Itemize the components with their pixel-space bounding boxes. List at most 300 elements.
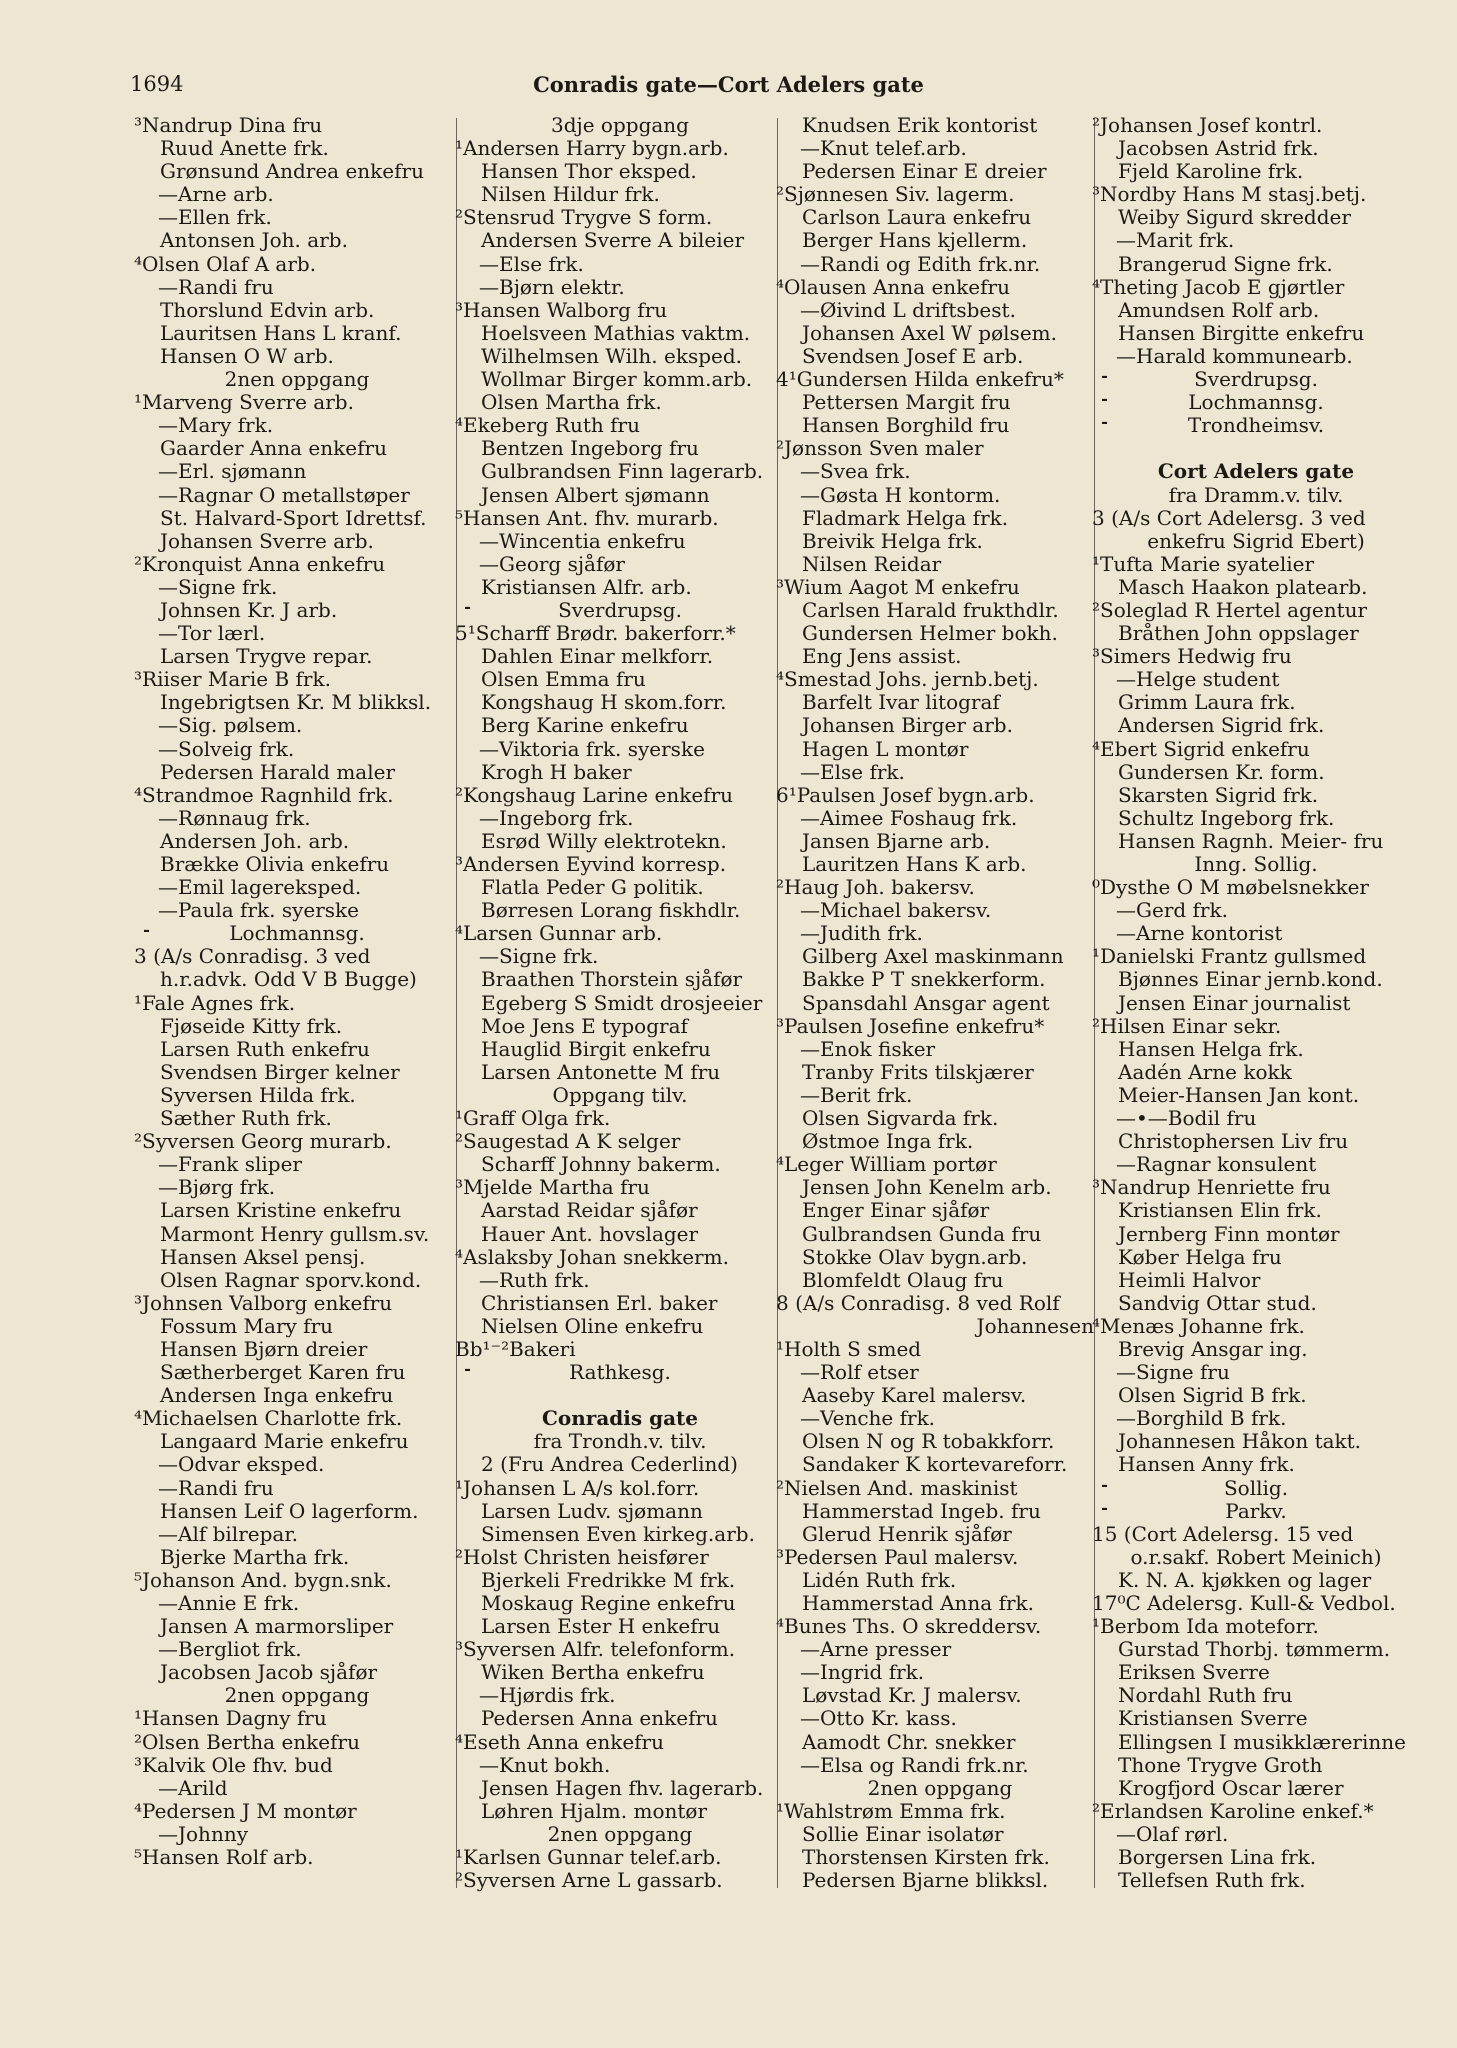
household-member-entry: —Enok fisker xyxy=(800,1037,936,1061)
directory-entry: ²Olsen Bertha enkefru xyxy=(134,1730,360,1754)
household-member-entry: —Arne presser xyxy=(800,1638,952,1662)
household-member-entry: —Arne arb. xyxy=(158,183,274,207)
directory-entry: Grimm Laura frk. xyxy=(1118,691,1296,715)
household-member-entry: —Signe frk. xyxy=(479,945,599,969)
directory-entry: Braathen Thorstein sjåfør xyxy=(481,968,743,992)
directory-entry: Andersen Sverre A bileier xyxy=(481,229,745,253)
directory-entry: ²Stensrud Trygve S form. xyxy=(455,206,713,230)
household-member-entry: —Aimee Foshaug frk. xyxy=(800,806,1018,830)
directory-entry: ¹Marveng Sverre arb. xyxy=(134,391,354,415)
directory-entry: Sollie Einar isolatør xyxy=(802,1822,1004,1846)
household-member-entry: —Bergliot frk. xyxy=(158,1638,302,1662)
directory-entry: ²Sjønnesen Siv. lagerm. xyxy=(776,183,1015,207)
directory-entry: ²Soleglad R Hertel agentur xyxy=(1092,598,1368,622)
directory-entry: Hagen L montør xyxy=(802,737,969,761)
directory-entry: ⁴Eseth Anna enkefru xyxy=(455,1730,664,1754)
directory-entry: ⁴Bunes Ths. O skreddersv. xyxy=(776,1615,1042,1639)
household-member-entry: —Tor lærl. xyxy=(158,622,266,646)
directory-entry: Larsen Antonette M fru xyxy=(481,1060,721,1084)
directory-entry: Simensen Even kirkeg.arb. xyxy=(481,1522,755,1546)
directory-entry: ¹Tufta Marie syatelier xyxy=(1092,552,1315,576)
directory-entry: Aadén Arne kokk xyxy=(1118,1060,1292,1084)
directory-entry: Hansen Anny frk. xyxy=(1118,1453,1295,1477)
directory-entry: Dahlen Einar melkforr. xyxy=(481,645,714,669)
household-member-entry: —Bjørg frk. xyxy=(158,1176,276,1200)
household-member-entry: —Sig. pølsem. xyxy=(158,714,303,738)
household-member-entry: —Randi fru xyxy=(158,1476,274,1500)
directory-entry: Hansen Bjørn dreier xyxy=(160,1337,368,1361)
directory-entry: Hansen Birgitte enkefru xyxy=(1118,321,1365,345)
directory-entry: Enger Einar sjåfør xyxy=(802,1199,990,1223)
spacer xyxy=(465,1384,775,1407)
directory-entry: Hansen Helga frk. xyxy=(1118,1037,1304,1061)
cross-street-marker: + Rathkesg. xyxy=(465,1361,775,1384)
directory-entry: Hansen Aksel pensj. xyxy=(160,1245,366,1269)
directory-entry: Hansen Leif O lagerform. xyxy=(160,1499,419,1523)
directory-entry: ³Wium Aagot M enkefru xyxy=(776,575,1020,599)
directory-entry: Andersen Sigrid frk. xyxy=(1118,714,1325,738)
household-member-entry: —Ingrid frk. xyxy=(800,1661,925,1685)
household-member-entry: —Arne kontorist xyxy=(1116,922,1283,946)
household-member-entry: —Johnny xyxy=(158,1822,248,1846)
directory-entry: ³Hansen Walborg fru xyxy=(455,298,668,322)
directory-entry: Christophersen Liv fru xyxy=(1118,1130,1349,1154)
directory-entry: Pedersen Harald maler xyxy=(160,760,396,784)
directory-entry: Kristiansen Alfr. arb. xyxy=(481,575,692,599)
cross-street-marker: + Lochmannsg. xyxy=(144,922,450,945)
directory-entry: Olsen N og R tobakkforr. xyxy=(802,1430,1055,1454)
directory-entry: Jernberg Finn montør xyxy=(1118,1222,1340,1246)
directory-entry: Johansen Birger arb. xyxy=(802,714,1013,738)
household-member-entry: —Emil lagereksped. xyxy=(158,876,362,900)
household-member-entry: —Signe frk. xyxy=(158,575,278,599)
directory-entry: Thorslund Edvin arb. xyxy=(160,298,375,322)
directory-column-4 xyxy=(1092,114,1410,1893)
directory-entry: Wiken Bertha enkefru xyxy=(481,1661,705,1685)
directory-entry: Hoelsveen Mathias vaktm. xyxy=(481,321,751,345)
directory-entry: Ruud Anette frk. xyxy=(160,137,329,161)
directory-entry: Gurstad Thorbj. tømmerm. xyxy=(1118,1638,1391,1662)
directory-entry: Pedersen Bjarne blikksl. xyxy=(802,1869,1049,1893)
directory-entry: Masch Haakon platearb. xyxy=(1118,575,1368,599)
directory-entry: ³Syversen Alfr. telefonform. xyxy=(455,1638,736,1662)
directory-entry: ¹Hansen Dagny fru xyxy=(134,1707,327,1731)
directory-entry: ³Nordby Hans M stasj.betj. xyxy=(1092,183,1367,207)
directory-entry: Marmont Henry gullsm.sv. xyxy=(160,1222,430,1246)
street-heading: Conradis gate xyxy=(541,1407,698,1431)
directory-entry: Jansen Bjarne arb. xyxy=(802,829,991,853)
directory-entry: Jensen John Kenelm arb. xyxy=(802,1176,1052,1200)
household-member-entry: —Elsa og Randi frk.nr. xyxy=(800,1753,1029,1777)
directory-entry: Bb¹⁻²Bakeri xyxy=(455,1337,576,1361)
directory-entry: Olsen Sigvarda frk. xyxy=(802,1107,999,1131)
household-member-entry: —Gerd frk. xyxy=(1116,899,1228,923)
directory-entry: Nielsen Oline enkefru xyxy=(481,1314,704,1338)
directory-entry: Fossum Mary fru xyxy=(160,1314,334,1338)
directory-entry: Bentzen Ingeborg fru xyxy=(481,437,699,461)
directory-entry: ²Haug Joh. bakersv. xyxy=(776,876,975,900)
directory-entry: Jansen A marmorsliper xyxy=(160,1615,394,1639)
directory-entry: ¹Johansen L A/s kol.forr. xyxy=(455,1476,700,1500)
household-member-entry: —Ingeborg frk. xyxy=(479,806,634,830)
directory-entry: ³Andersen Eyvind korresp. xyxy=(455,853,727,876)
directory-entry: ⁴Olausen Anna enkefru xyxy=(776,275,1010,299)
street-heading: Cort Adelers gate xyxy=(1157,460,1355,484)
household-member-entry: —Odvar eksped. xyxy=(158,1453,325,1477)
directory-entry: Hammerstad Ingeb. fru xyxy=(802,1499,1041,1523)
directory-entry: Børresen Lorang fiskhdlr. xyxy=(481,899,741,923)
household-member-entry: —Annie E frk. xyxy=(158,1592,300,1615)
directory-entry: 8 (A/s Conradisg. 8 ved Rolf xyxy=(776,1291,1060,1315)
directory-entry: ⁴Strandmoe Ragnhild frk. xyxy=(134,783,394,807)
household-member-entry: —Borghild B frk. xyxy=(1116,1407,1287,1431)
directory-entry: ¹Danielski Frantz gullsmed xyxy=(1092,945,1367,969)
household-member-entry: —Marit frk. xyxy=(1116,229,1235,253)
directory-entry: Olsen Sigrid B frk. xyxy=(1118,1384,1307,1408)
directory-entry: ²Kongshaug Larine enkefru xyxy=(455,783,734,807)
section-label: 2nen oppgang xyxy=(547,1822,693,1846)
directory-entry: Nordahl Ruth fru xyxy=(1118,1684,1293,1708)
directory-entry: Schultz Ingeborg frk. xyxy=(1118,806,1335,830)
directory-entry: Antonsen Joh. arb. xyxy=(160,229,348,253)
household-member-entry: —Olaf rørl. xyxy=(1116,1822,1229,1846)
directory-entry: ⁴Larsen Gunnar arb. xyxy=(455,922,663,946)
directory-entry: Amundsen Rolf arb. xyxy=(1118,298,1320,322)
directory-entry: Kristiansen Elin frk. xyxy=(1118,1199,1322,1223)
directory-entry: K. N. A. kjøkken og lager xyxy=(1118,1568,1372,1592)
directory-entry: 15 (Cort Adelersg. 15 ved xyxy=(1092,1522,1354,1546)
directory-entry: Flatla Peder G politik. xyxy=(481,876,704,900)
directory-entry: Olsen Martha frk. xyxy=(481,391,662,415)
directory-entry: ⁵Hansen Ant. fhv. murarb. xyxy=(455,506,719,530)
directory-entry: Borgersen Lina frk. xyxy=(1118,1846,1317,1870)
directory-entry: Pettersen Margit fru xyxy=(802,391,1011,415)
section-label: Oppgang tilv. xyxy=(552,1083,688,1107)
page-number: 1694 xyxy=(130,72,184,96)
directory-entry: ³Simers Hedwig fru xyxy=(1092,645,1292,669)
directory-entry: 5¹Scharff Brødr. bakerforr.* xyxy=(455,622,736,646)
directory-entry: St. Halvard-Sport Idrettsf. xyxy=(160,506,427,530)
household-member-entry: —Viktoria frk. syerske xyxy=(479,737,705,761)
cross-street-marker: + Sverdrupsg. xyxy=(1102,368,1410,391)
directory-entry: ³Kalvik Ole fhv. bud xyxy=(134,1753,333,1777)
section-label: 2nen oppgang xyxy=(224,1684,370,1708)
household-member-entry: —•—Bodil fru xyxy=(1116,1107,1257,1131)
directory-entry: Berger Hans kjellerm. xyxy=(802,229,1028,253)
household-member-entry: —Randi og Edith frk.nr. xyxy=(800,252,1041,276)
household-member-entry: —Else frk. xyxy=(479,252,584,276)
directory-entry: 2 (Fru Andrea Cederlind) xyxy=(481,1453,738,1477)
directory-entry: Gulbrandsen Gunda fru xyxy=(802,1222,1042,1246)
directory-entry: Bråthen John oppslager xyxy=(1118,622,1359,646)
directory-entry: Sæther Ruth frk. xyxy=(160,1107,332,1131)
directory-entry: ⁴Ekeberg Ruth fru xyxy=(455,414,640,438)
cross-street-marker: + Parkv. xyxy=(1102,1500,1410,1523)
section-label: 2nen oppgang xyxy=(224,368,370,392)
directory-entry: Jensen Hagen fhv. lagerarb. xyxy=(481,1776,764,1800)
directory-entry: Pedersen Anna enkefru xyxy=(481,1707,718,1731)
directory-entry: Hauglid Birgit enkefru xyxy=(481,1037,711,1061)
directory-entry: Løhren Hjalm. montør xyxy=(481,1799,708,1823)
directory-entry: ³Johnsen Valborg enkefru xyxy=(134,1291,393,1315)
directory-entry: ¹Holth S smed xyxy=(776,1337,922,1361)
directory-entry: ⁴Leger William portør xyxy=(776,1153,997,1177)
directory-entry: 3 (A/s Conradisg. 3 ved xyxy=(134,945,371,969)
directory-entry: ³Pedersen Paul malersv. xyxy=(776,1545,1019,1569)
household-member-entry: —Knut telef.arb. xyxy=(800,137,967,161)
directory-entry: Hansen Borghild fru xyxy=(802,414,1010,438)
directory-entry: Egeberg S Smidt drosjeeier xyxy=(481,991,763,1015)
directory-entry: Glerud Henrik sjåfør xyxy=(802,1522,1012,1546)
directory-entry: Gaarder Anna enkefru xyxy=(160,437,387,461)
directory-entry: ⁴Smestad Johs. jernb.betj. xyxy=(776,668,1039,692)
directory-entry: Bakke P T snekkerform. xyxy=(802,968,1046,992)
directory-entry: ¹Fale Agnes frk. xyxy=(134,991,296,1015)
directory-entry: Scharff Johnny bakerm. xyxy=(481,1153,721,1177)
directory-entry: Sandaker K kortevareforr. xyxy=(802,1453,1068,1477)
directory-entry: Larsen Trygve repar. xyxy=(160,645,373,669)
directory-entry: Fladmark Helga frk. xyxy=(802,506,1009,530)
directory-entry: Brække Olivia enkefru xyxy=(160,853,390,876)
section-label: fra Dramm.v. tilv. xyxy=(1168,483,1344,507)
directory-entry: Jensen Einar journalist xyxy=(1118,991,1351,1015)
household-member-entry: —Else frk. xyxy=(800,760,905,784)
household-member-entry: —Øivind L driftsbest. xyxy=(800,298,1016,322)
page-title: Conradis gate—Cort Adelers gate xyxy=(533,72,924,97)
directory-entry: ¹Wahlstrøm Emma frk. xyxy=(776,1799,1006,1823)
household-member-entry: —Signe fru xyxy=(1116,1361,1230,1385)
directory-entry: Larsen Ruth enkefru xyxy=(160,1037,370,1061)
directory-entry: 4¹Gundersen Hilda enkefru* xyxy=(776,368,1064,392)
household-member-entry: —Georg sjåfør xyxy=(479,552,625,576)
section-label: fra Trondh.v. tilv. xyxy=(533,1430,707,1454)
directory-entry: Weiby Sigurd skredder xyxy=(1118,206,1351,230)
section-label: 3dje oppgang xyxy=(551,114,689,137)
directory-entry: Jensen Albert sjømann xyxy=(481,483,710,507)
directory-entry: ²Holst Christen heisfører xyxy=(455,1545,709,1569)
directory-entry: Kongshaug H skom.forr. xyxy=(481,691,727,715)
directory-entry: Gilberg Axel maskinmann xyxy=(802,945,1064,969)
directory-entry: Larsen Ester H enkefru xyxy=(481,1615,721,1639)
household-member-entry: —Hjørdis frk. xyxy=(479,1684,616,1708)
directory-entry: Sætherberget Karen fru xyxy=(160,1361,406,1385)
household-member-entry: —Rolf etser xyxy=(800,1361,919,1385)
directory-entry: ³Nandrup Henriette fru xyxy=(1092,1176,1331,1200)
directory-entry: Tellefsen Ruth frk. xyxy=(1118,1869,1306,1893)
directory-entry: Esrød Willy elektrotekn. xyxy=(481,829,727,853)
directory-entry: Skarsten Sigrid frk. xyxy=(1118,783,1319,807)
household-member-entry: —Arild xyxy=(158,1776,228,1800)
directory-entry: ⁴Theting Jacob E gjørtler xyxy=(1092,275,1345,299)
household-member-entry: —Ragnar konsulent xyxy=(1116,1153,1317,1177)
household-member-entry: —Ragnar O metallstøper xyxy=(158,483,410,507)
directory-entry: Larsen Ludv. sjømann xyxy=(481,1499,703,1523)
directory-entry: Stokke Olav bygn.arb. xyxy=(802,1245,1028,1269)
directory-entry: Krogfjord Oscar lærer xyxy=(1118,1776,1344,1800)
directory-entry: Hammerstad Anna frk. xyxy=(802,1592,1035,1615)
directory-entry: ⁴Olsen Olaf A arb. xyxy=(134,252,317,276)
directory-entry: Sandvig Ottar stud. xyxy=(1118,1291,1317,1315)
household-member-entry: —Gøsta H kontorm. xyxy=(800,483,1001,507)
directory-entry: Bjønnes Einar jernb.kond. xyxy=(1118,968,1383,992)
directory-entry: ²Erlandsen Karoline enkef.* xyxy=(1092,1799,1374,1823)
directory-entry: Larsen Kristine enkefru xyxy=(160,1199,402,1223)
directory-entry: Langaard Marie enkefru xyxy=(160,1430,409,1454)
directory-entry: ⁵Hansen Rolf arb. xyxy=(134,1846,314,1870)
directory-entry: 17⁰C Adelersg. Kull-& Vedbol. xyxy=(1092,1592,1396,1615)
directory-entry: Brangerud Signe frk. xyxy=(1118,252,1333,276)
directory-entry: ¹Karlsen Gunnar telef.arb. xyxy=(455,1846,722,1870)
household-member-entry: —Mary frk. xyxy=(158,414,274,438)
directory-entry: Carlsen Harald frukthdlr. xyxy=(802,598,1059,622)
directory-entry: Moe Jens E typograf xyxy=(481,1014,688,1038)
section-label: o.r.sakf. Robert Meinich) xyxy=(1130,1545,1382,1569)
household-member-entry: —Alf bilrepar. xyxy=(158,1522,299,1546)
directory-entry: ²Syversen Georg murarb. xyxy=(134,1130,392,1154)
directory-entry: Tranby Frits tilskjærer xyxy=(802,1060,1034,1084)
household-member-entry: —Ellen frk. xyxy=(158,206,272,230)
household-member-entry: —Frank sliper xyxy=(158,1153,302,1177)
household-member-entry: —Venche frk. xyxy=(800,1407,936,1431)
directory-entry: Lidén Ruth frk. xyxy=(802,1568,957,1592)
household-member-entry: —Helge student xyxy=(1116,668,1280,692)
directory-entry: ⁴Aslaksby Johan snekkerm. xyxy=(455,1245,729,1269)
directory-entry: Hansen O W arb. xyxy=(160,344,334,368)
directory-entry: ⁰Dysthe O M møbelsnekker xyxy=(1092,876,1369,900)
directory-entry: Svendsen Birger kelner xyxy=(160,1060,400,1084)
directory-entry: Barfelt Ivar litograf xyxy=(802,691,1000,715)
directory-entry: Gundersen Kr. form. xyxy=(1118,760,1325,784)
directory-entry: Nilsen Hildur frk. xyxy=(481,183,660,207)
directory-entry: Heimli Halvor xyxy=(1118,1268,1261,1292)
directory-entry: Løvstad Kr. J malersv. xyxy=(802,1684,1022,1708)
directory-entry: Olsen Emma fru xyxy=(481,668,646,692)
directory-entry: Knudsen Erik kontorist xyxy=(802,114,1038,137)
section-label: Inng. Sollig. xyxy=(1194,853,1318,876)
cross-street-marker: + Trondheimsv. xyxy=(1102,414,1410,437)
directory-entry: ²Nielsen And. maskinist xyxy=(776,1476,1018,1500)
directory-entry: Meier-Hansen Jan kont. xyxy=(1118,1083,1360,1107)
directory-entry: ³Paulsen Josefine enkefru* xyxy=(776,1014,1045,1038)
household-member-entry: —Knut bokh. xyxy=(479,1753,611,1777)
directory-entry: ⁴Michaelsen Charlotte frk. xyxy=(134,1407,403,1431)
directory-entry: 6¹Paulsen Josef bygn.arb. xyxy=(776,783,1035,807)
directory-entry: ³Mjelde Martha fru xyxy=(455,1176,650,1200)
household-member-entry: —Berit frk. xyxy=(800,1083,913,1107)
directory-entry: ³Nandrup Dina fru xyxy=(134,114,323,137)
directory-entry: Brevig Ansgar ing. xyxy=(1118,1337,1308,1361)
directory-entry: Nilsen Reidar xyxy=(802,552,942,576)
directory-entry: ²Jønsson Sven maler xyxy=(776,437,984,461)
directory-entry: Olsen Ragnar sporv.kond. xyxy=(160,1268,422,1292)
household-member-entry: —Randi fru xyxy=(158,275,274,299)
directory-entry: Køber Helga fru xyxy=(1118,1245,1282,1269)
directory-entry: Hansen Thor eksped. xyxy=(481,160,697,184)
household-member-entry: —Solveig frk. xyxy=(158,737,295,761)
directory-entry: Lauritsen Hans L kranf. xyxy=(160,321,402,345)
directory-entry: Berg Karine enkefru xyxy=(481,714,689,738)
directory-entry: ¹Andersen Harry bygn.arb. xyxy=(455,137,729,161)
directory-entry: Østmoe Inga frk. xyxy=(802,1130,974,1154)
directory-column-1 xyxy=(134,114,450,1870)
directory-entry: ³Riiser Marie B frk. xyxy=(134,668,331,692)
directory-entry: ⁴Menæs Johanne frk. xyxy=(1092,1314,1305,1338)
household-member-entry: —Ruth frk. xyxy=(479,1268,590,1292)
directory-entry: Bjerke Martha frk. xyxy=(160,1545,350,1569)
household-member-entry: —Paula frk. syerske xyxy=(158,899,360,923)
directory-entry: Hansen Ragnh. Meier- fru xyxy=(1118,829,1384,853)
directory-entry: ²Kronquist Anna enkefru xyxy=(134,552,386,576)
directory-entry: Eng Jens assist. xyxy=(802,645,962,669)
directory-entry: Wollmar Birger komm.arb. xyxy=(481,368,753,392)
directory-entry: Gulbrandsen Finn lagerarb. xyxy=(481,460,764,484)
column-rule xyxy=(456,118,457,1888)
directory-entry: Svendsen Josef E arb. xyxy=(802,344,1024,368)
directory-entry: Carlson Laura enkefru xyxy=(802,206,1032,230)
directory-entry: Aamodt Chr. snekker xyxy=(802,1730,1016,1754)
directory-entry: Syversen Hilda frk. xyxy=(160,1083,356,1107)
directory-entry: Fjøseide Kitty frk. xyxy=(160,1014,343,1038)
household-member-entry: —Rønnaug frk. xyxy=(158,806,311,830)
section-label: enkefru Sigrid Ebert) xyxy=(1147,529,1365,553)
directory-column-2 xyxy=(455,114,775,1893)
directory-entry: ⁴Pedersen J M montør xyxy=(134,1799,357,1823)
household-member-entry: —Svea frk. xyxy=(800,460,911,484)
household-member-entry: —Erl. sjømann xyxy=(158,460,307,484)
directory-entry: Johansen Sverre arb. xyxy=(160,529,374,553)
directory-entry: ⁴Ebert Sigrid enkefru xyxy=(1092,737,1310,761)
directory-entry: Gundersen Helmer bokh. xyxy=(802,622,1058,646)
directory-entry: Jacobsen Jacob sjåfør xyxy=(160,1661,378,1685)
cross-street-marker: + Lochmannsg. xyxy=(1102,391,1410,414)
directory-entry: Thorstensen Kirsten frk. xyxy=(802,1846,1050,1870)
directory-entry: Eriksen Sverre xyxy=(1118,1661,1270,1685)
directory-entry: 3 (A/s Cort Adelersg. 3 ved xyxy=(1092,506,1366,530)
directory-entry: Krogh H baker xyxy=(481,760,632,784)
directory-entry: Christiansen Erl. baker xyxy=(481,1291,718,1315)
directory-entry: ²Johansen Josef kontrl. xyxy=(1092,114,1323,137)
directory-entry: Ellingsen I musikklærerinne xyxy=(1118,1730,1406,1754)
directory-entry: h.r.advk. Odd V B Bugge) xyxy=(160,968,417,992)
cross-street-marker: + Sollig. xyxy=(1102,1477,1410,1500)
directory-entry: Aarstad Reidar sjåfør xyxy=(481,1199,698,1223)
directory-entry: Fjeld Karoline frk. xyxy=(1118,160,1304,184)
household-member-entry: —Harald kommunearb. xyxy=(1116,344,1353,368)
directory-entry: Lauritzen Hans K arb. xyxy=(802,853,1027,876)
directory-entry: Pedersen Einar E dreier xyxy=(802,160,1047,184)
directory-entry: ⁵Johanson And. bygn.snk. xyxy=(134,1568,392,1592)
directory-entry: Johansen Axel W pølsem. xyxy=(802,321,1057,345)
household-member-entry: —Wincentia enkefru xyxy=(479,529,686,553)
directory-entry: Spansdahl Ansgar agent xyxy=(802,991,1050,1015)
cross-street-marker: + Sverdrupsg. xyxy=(465,599,775,622)
household-member-entry: —Bjørn elektr. xyxy=(479,275,625,299)
directory-entry: Johannesen Håkon takt. xyxy=(1118,1430,1362,1454)
directory-column-3 xyxy=(776,114,1094,1893)
household-member-entry: —Michael bakersv. xyxy=(800,899,992,923)
directory-entry: Jacobsen Astrid frk. xyxy=(1118,137,1319,161)
directory-entry: Andersen Joh. arb. xyxy=(160,829,350,853)
directory-entry: Bjerkeli Fredrikke M frk. xyxy=(481,1568,736,1592)
directory-entry: ¹Berbom Ida moteforr. xyxy=(1092,1615,1319,1639)
directory-entry: Moskaug Regine enkefru xyxy=(481,1592,736,1615)
directory-entry: Johannesen xyxy=(976,1314,1094,1338)
directory-entry: ²Syversen Arne L gassarb. xyxy=(455,1869,723,1893)
directory-entry: ²Saugestad A K selger xyxy=(455,1130,681,1154)
spacer xyxy=(1102,437,1410,460)
directory-entry: Johnsen Kr. J arb. xyxy=(160,598,338,622)
directory-entry: ²Hilsen Einar sekr. xyxy=(1092,1014,1282,1038)
